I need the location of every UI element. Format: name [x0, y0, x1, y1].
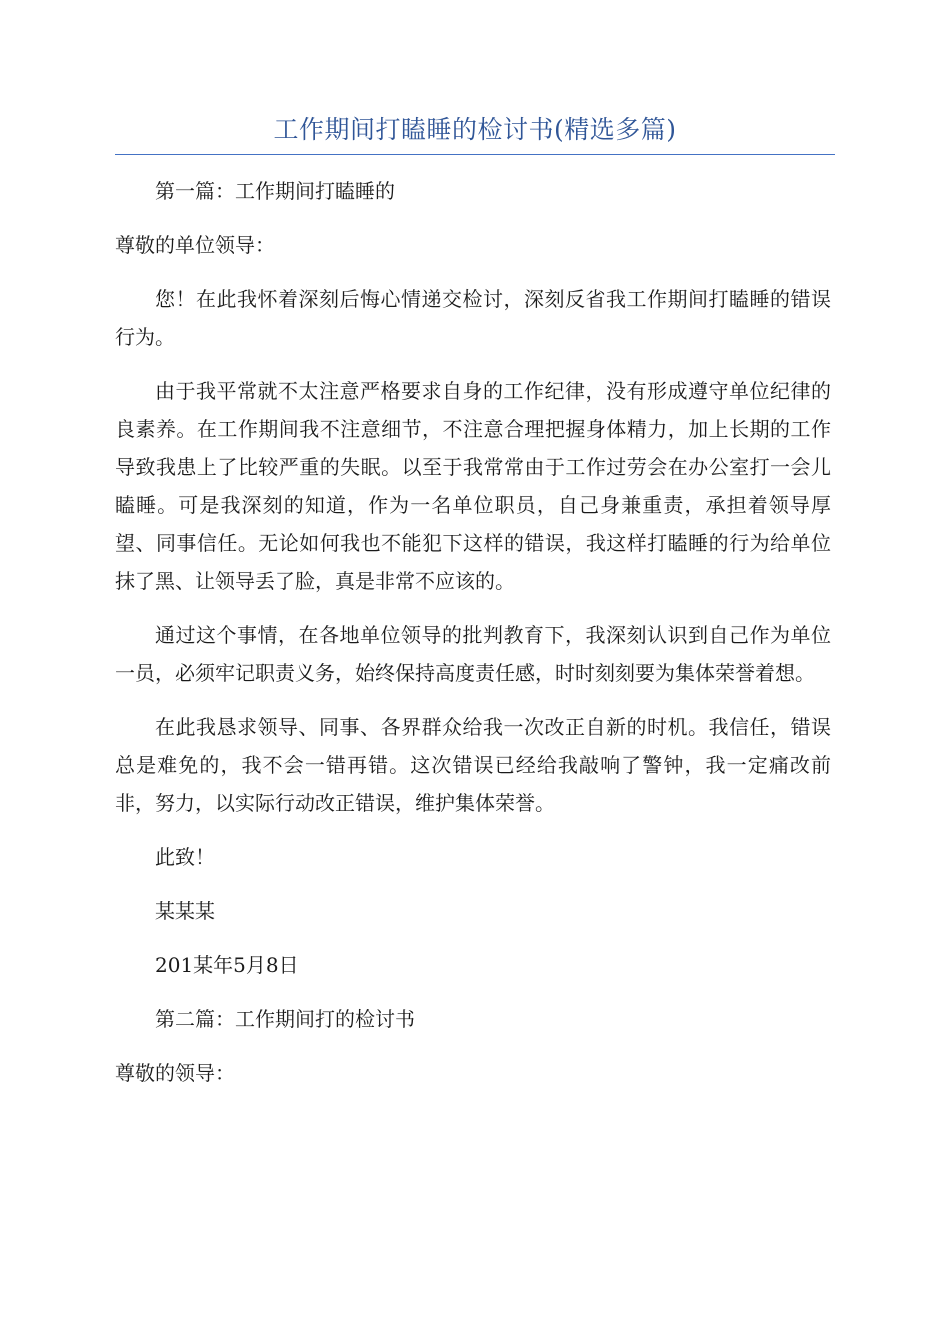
signature-date: 201某年5月8日: [155, 953, 299, 977]
section-heading-1: 第一篇：工作期间打瞌睡的: [155, 179, 395, 203]
salutation-1: 尊敬的单位领导：: [115, 233, 275, 257]
paragraph-reflection: 通过这个事情，在各地单位领导的批判教育下，我深刻认识到自己作为单位一员，必须牢记职责义务，始终保持高度责任感，时时刻刻要为集体荣誉着想。: [115, 623, 831, 685]
paragraph-reason: 由于我平常就不太注意严格要求自身的工作纪律，没有形成遵守单位纪律的良素养。在工作期间我不注意细节，不注意合理把握身体精力，加上长期的工作导致我患上了比较严重的失眠。以至于我常常由于工作过劳会在办公室打一会儿瞌睡。可是我深刻的知道，作为一名单位职员，自己身兼重责，承担着领导厚望、同事信任。无论如何我也不能犯下这样的错误，我这样打瞌睡的行为给单位抹了黑、让领导丢了脸，真是非常不应该的。: [115, 379, 831, 593]
closing-salute: 此致！: [155, 845, 215, 869]
paragraph-request: 在此我恳求领导、同事、各界群众给我一次改正自新的时机。我信任，错误总是难免的，我不会一错再错。这次错误已经给我敲响了警钟，我一定痛改前非，努力，以实际行动改正错误，维护集体荣誉。: [115, 715, 831, 815]
section-heading-2: 第二篇：工作期间打的检讨书: [155, 1007, 415, 1031]
title-underline: [115, 154, 835, 155]
signature-name: 某某某: [155, 899, 215, 923]
salutation-2: 尊敬的领导：: [115, 1061, 235, 1085]
paragraph-opening: 您！在此我怀着深刻后悔心情递交检讨，深刻反省我工作期间打瞌睡的错误行为。: [115, 287, 831, 349]
document-title: 工作期间打瞌睡的检讨书(精选多篇): [273, 115, 677, 144]
document-body: [115, 172, 831, 1108]
